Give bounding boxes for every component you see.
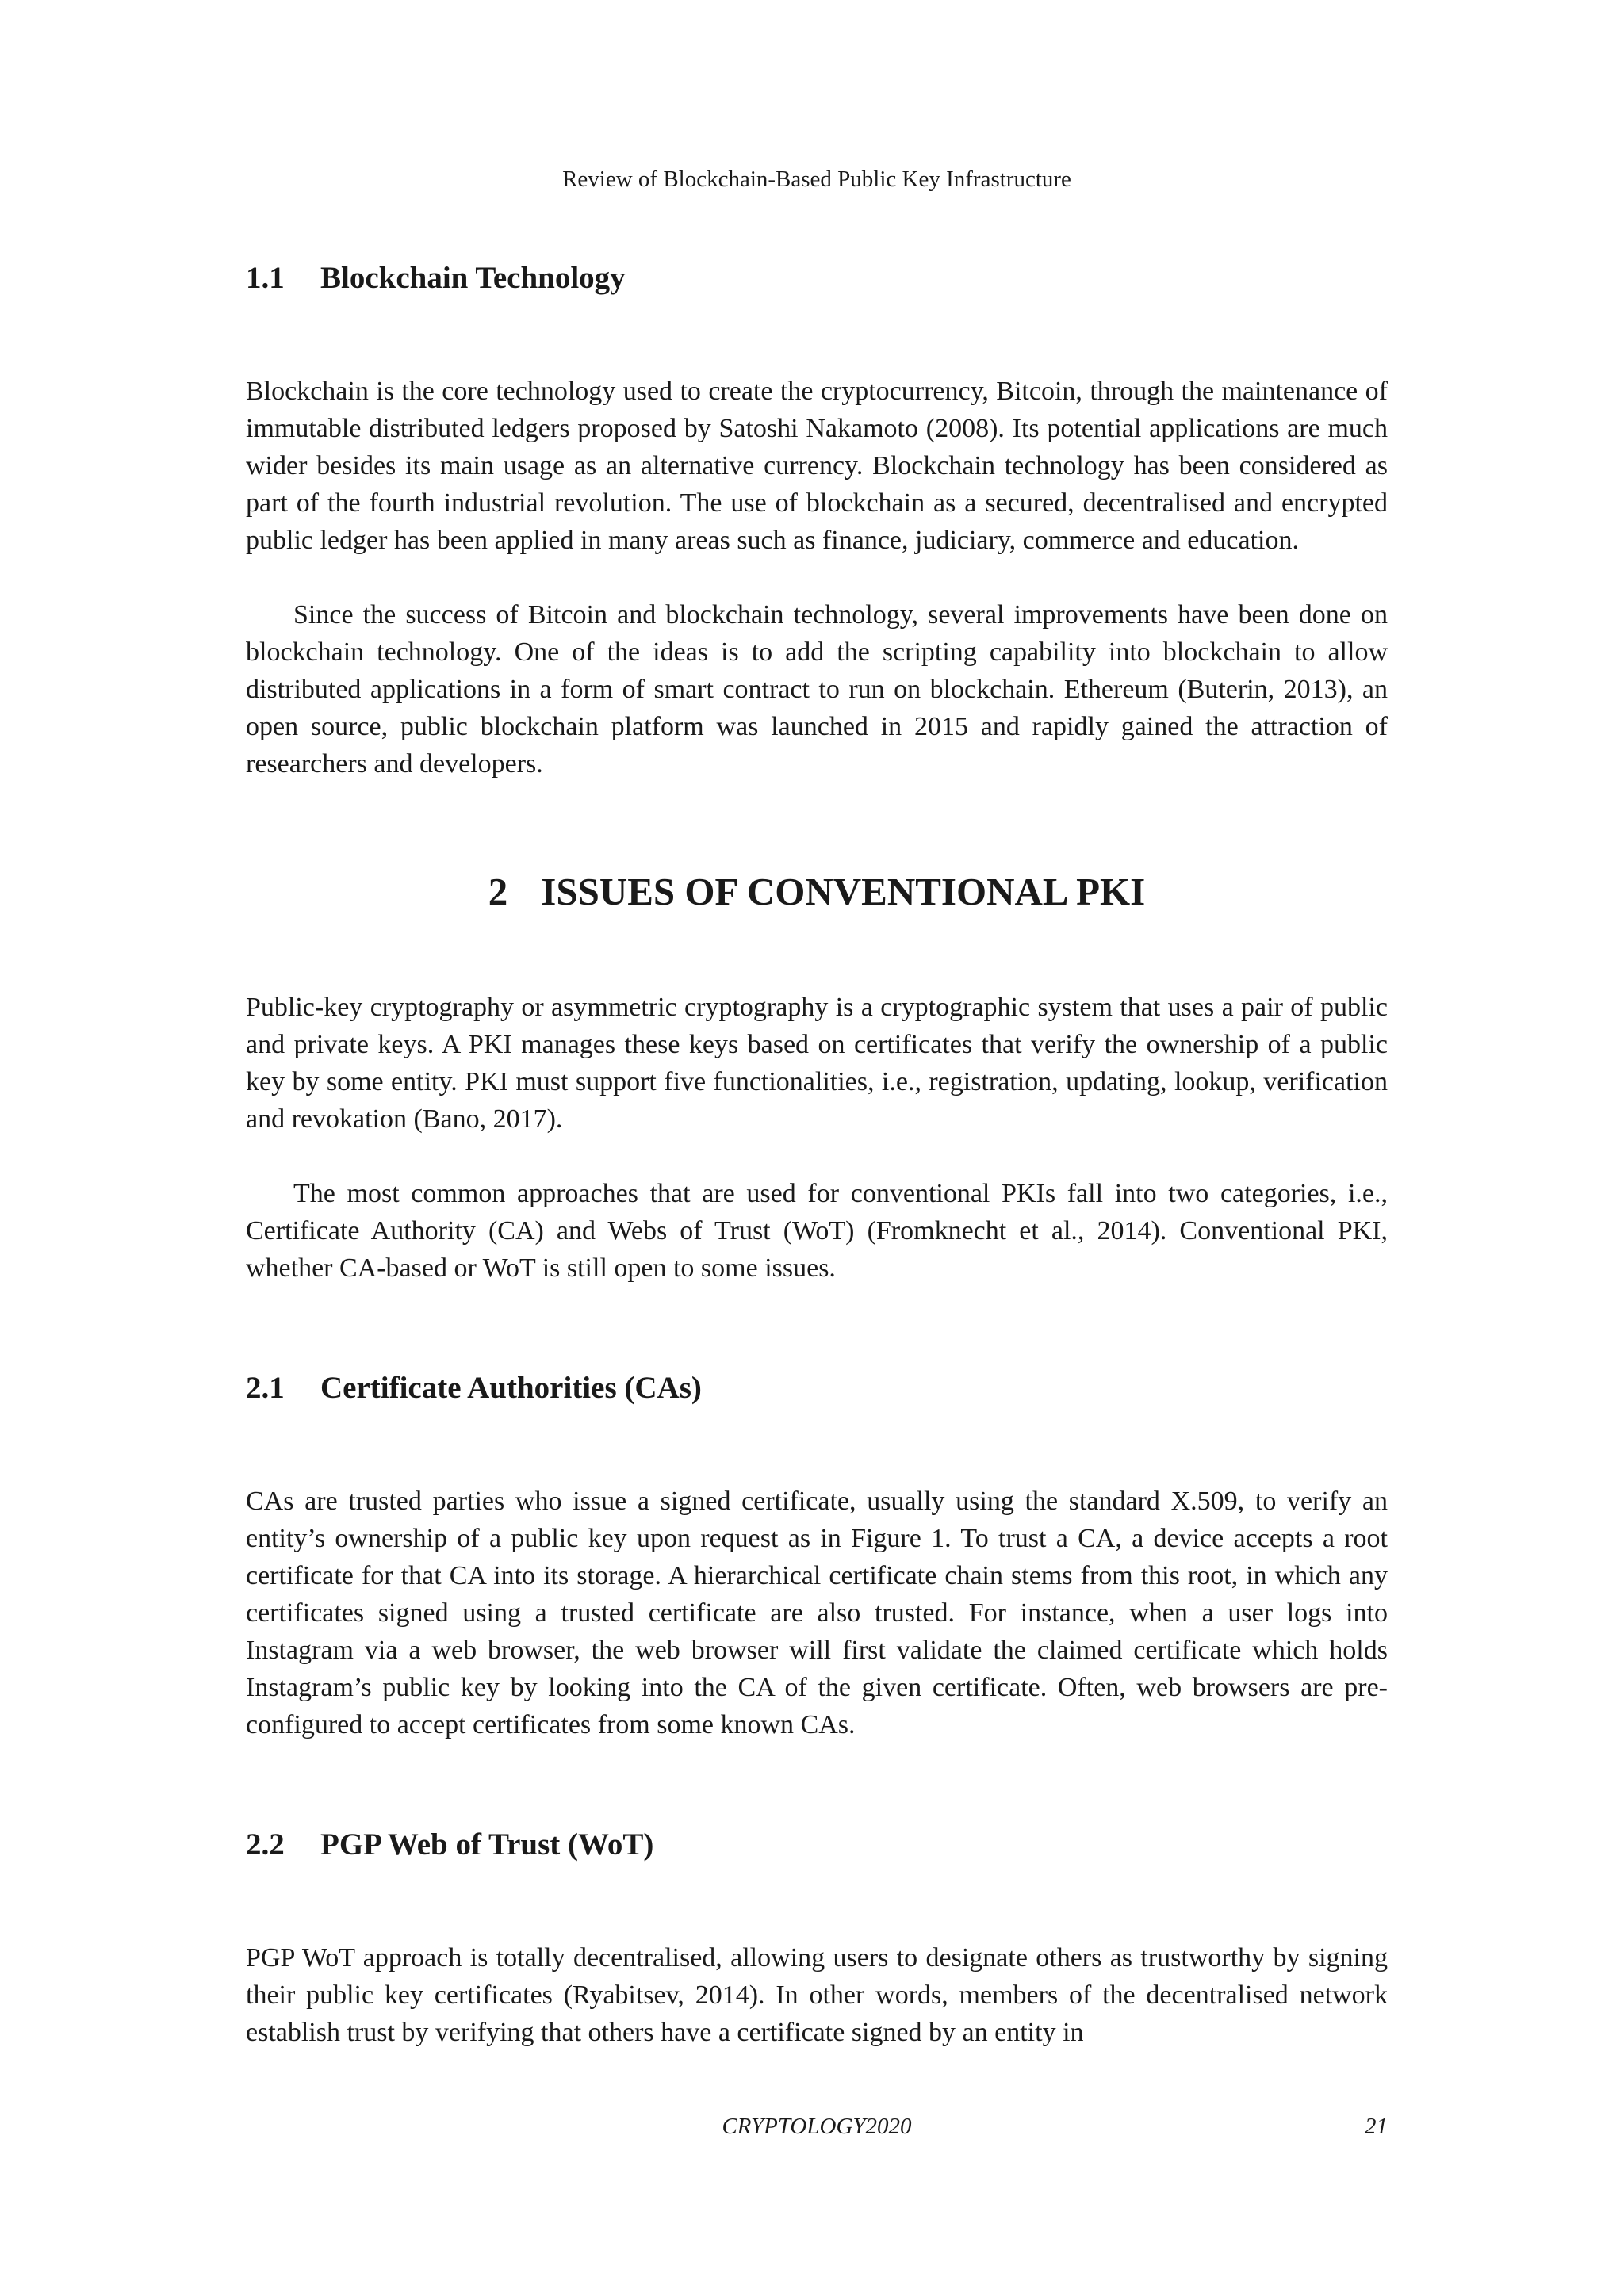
subsection-number: 2.1 [246, 1371, 285, 1405]
page-number: 21 [1365, 2114, 1388, 2139]
subsection-title: PGP Web of Trust (WoT) [320, 1827, 654, 1862]
page-footer [246, 2109, 1388, 2144]
section-title: ISSUES OF CONVENTIONAL PKI [541, 870, 1146, 913]
subsection-title: Blockchain Technology [320, 261, 626, 295]
subsection-heading-2-2 [246, 1825, 1388, 1865]
paragraph: PGP WoT approach is totally decentralised, allowing users to designate others as trustworthy by signing their public key certificates (Ryabitsev, 2014). In other words, members of the decentralised network establish trust by verifying that others have a certificate signed by an entity in [246, 1943, 1388, 2047]
running-header: Review of Blockchain-Based Public Key Infrastructure [562, 166, 1071, 192]
paragraph: Since the success of Bitcoin and blockchain technology, several improvements have been done on blockchain technology. One of the ideas is to add the scripting capability into blockchain to allow distributed applications in a form of smart contract to run on blockchain. Ethereum (Buterin, 2013), an open source, public blockchain platform was launched in 2015 and rapidly gained the attraction of researchers and developers. [246, 600, 1388, 779]
paragraph: The most common approaches that are used for conventional PKIs fall into two categories, i.e., Certificate Authority (CA) and Webs of Trust (WoT) (Fromknecht et al., 2014). Conventional PKI, whether CA-based or WoT is still open to some issues. [246, 1179, 1388, 1283]
subsection-heading-1-1 [246, 258, 1388, 298]
subsection-heading-2-1 [246, 1368, 1388, 1408]
subsection-title: Certificate Authorities (CAs) [320, 1371, 702, 1405]
page-content [246, 258, 1388, 2051]
subsection-number: 1.1 [246, 261, 285, 295]
footer-venue: CRYPTOLOGY2020 [722, 2114, 912, 2139]
subsection-number: 2.2 [246, 1827, 285, 1862]
section-number: 2 [488, 870, 508, 913]
section-heading-2 [246, 868, 1388, 916]
paragraph: Public-key cryptography or asymmetric cryptography is a cryptographic system that uses a pair of public and private keys. A PKI manages these keys based on certificates that verify the ownership of a public key by some entity. PKI must support five functionalities, i.e., registration, updating, lookup, verification and revokation (Bano, 2017). [246, 993, 1388, 1134]
paragraph: CAs are trusted parties who issue a signed certificate, usually using the standard X.509, to verify an entity’s ownership of a public key upon request as in Figure 1. To trust a CA, a device accepts a root certificate for that CA into its storage. A hierarchical certificate chain stems from this root, in which any certificates signed using a trusted certificate are also trusted. For instance, when a user logs into Instagram via a web browser, the web browser will first validate the claimed certificate which holds Instagram’s public key by looking into the CA of the given certificate. Often, web browsers are pre-configured to accept certificates from some known CAs. [246, 1487, 1388, 1739]
paragraph: Blockchain is the core technology used to create the cryptocurrency, Bitcoin, through the maintenance of immutable distributed ledgers proposed by Satoshi Nakamoto (2008). Its potential applications are much wider besides its main usage as an alternative currency. Blockchain technology has been considered as part of the fourth industrial revolution. The use of blockchain as a secured, decentralised and encrypted public ledger has been applied in many areas such as finance, judiciary, commerce and education. [246, 377, 1388, 555]
